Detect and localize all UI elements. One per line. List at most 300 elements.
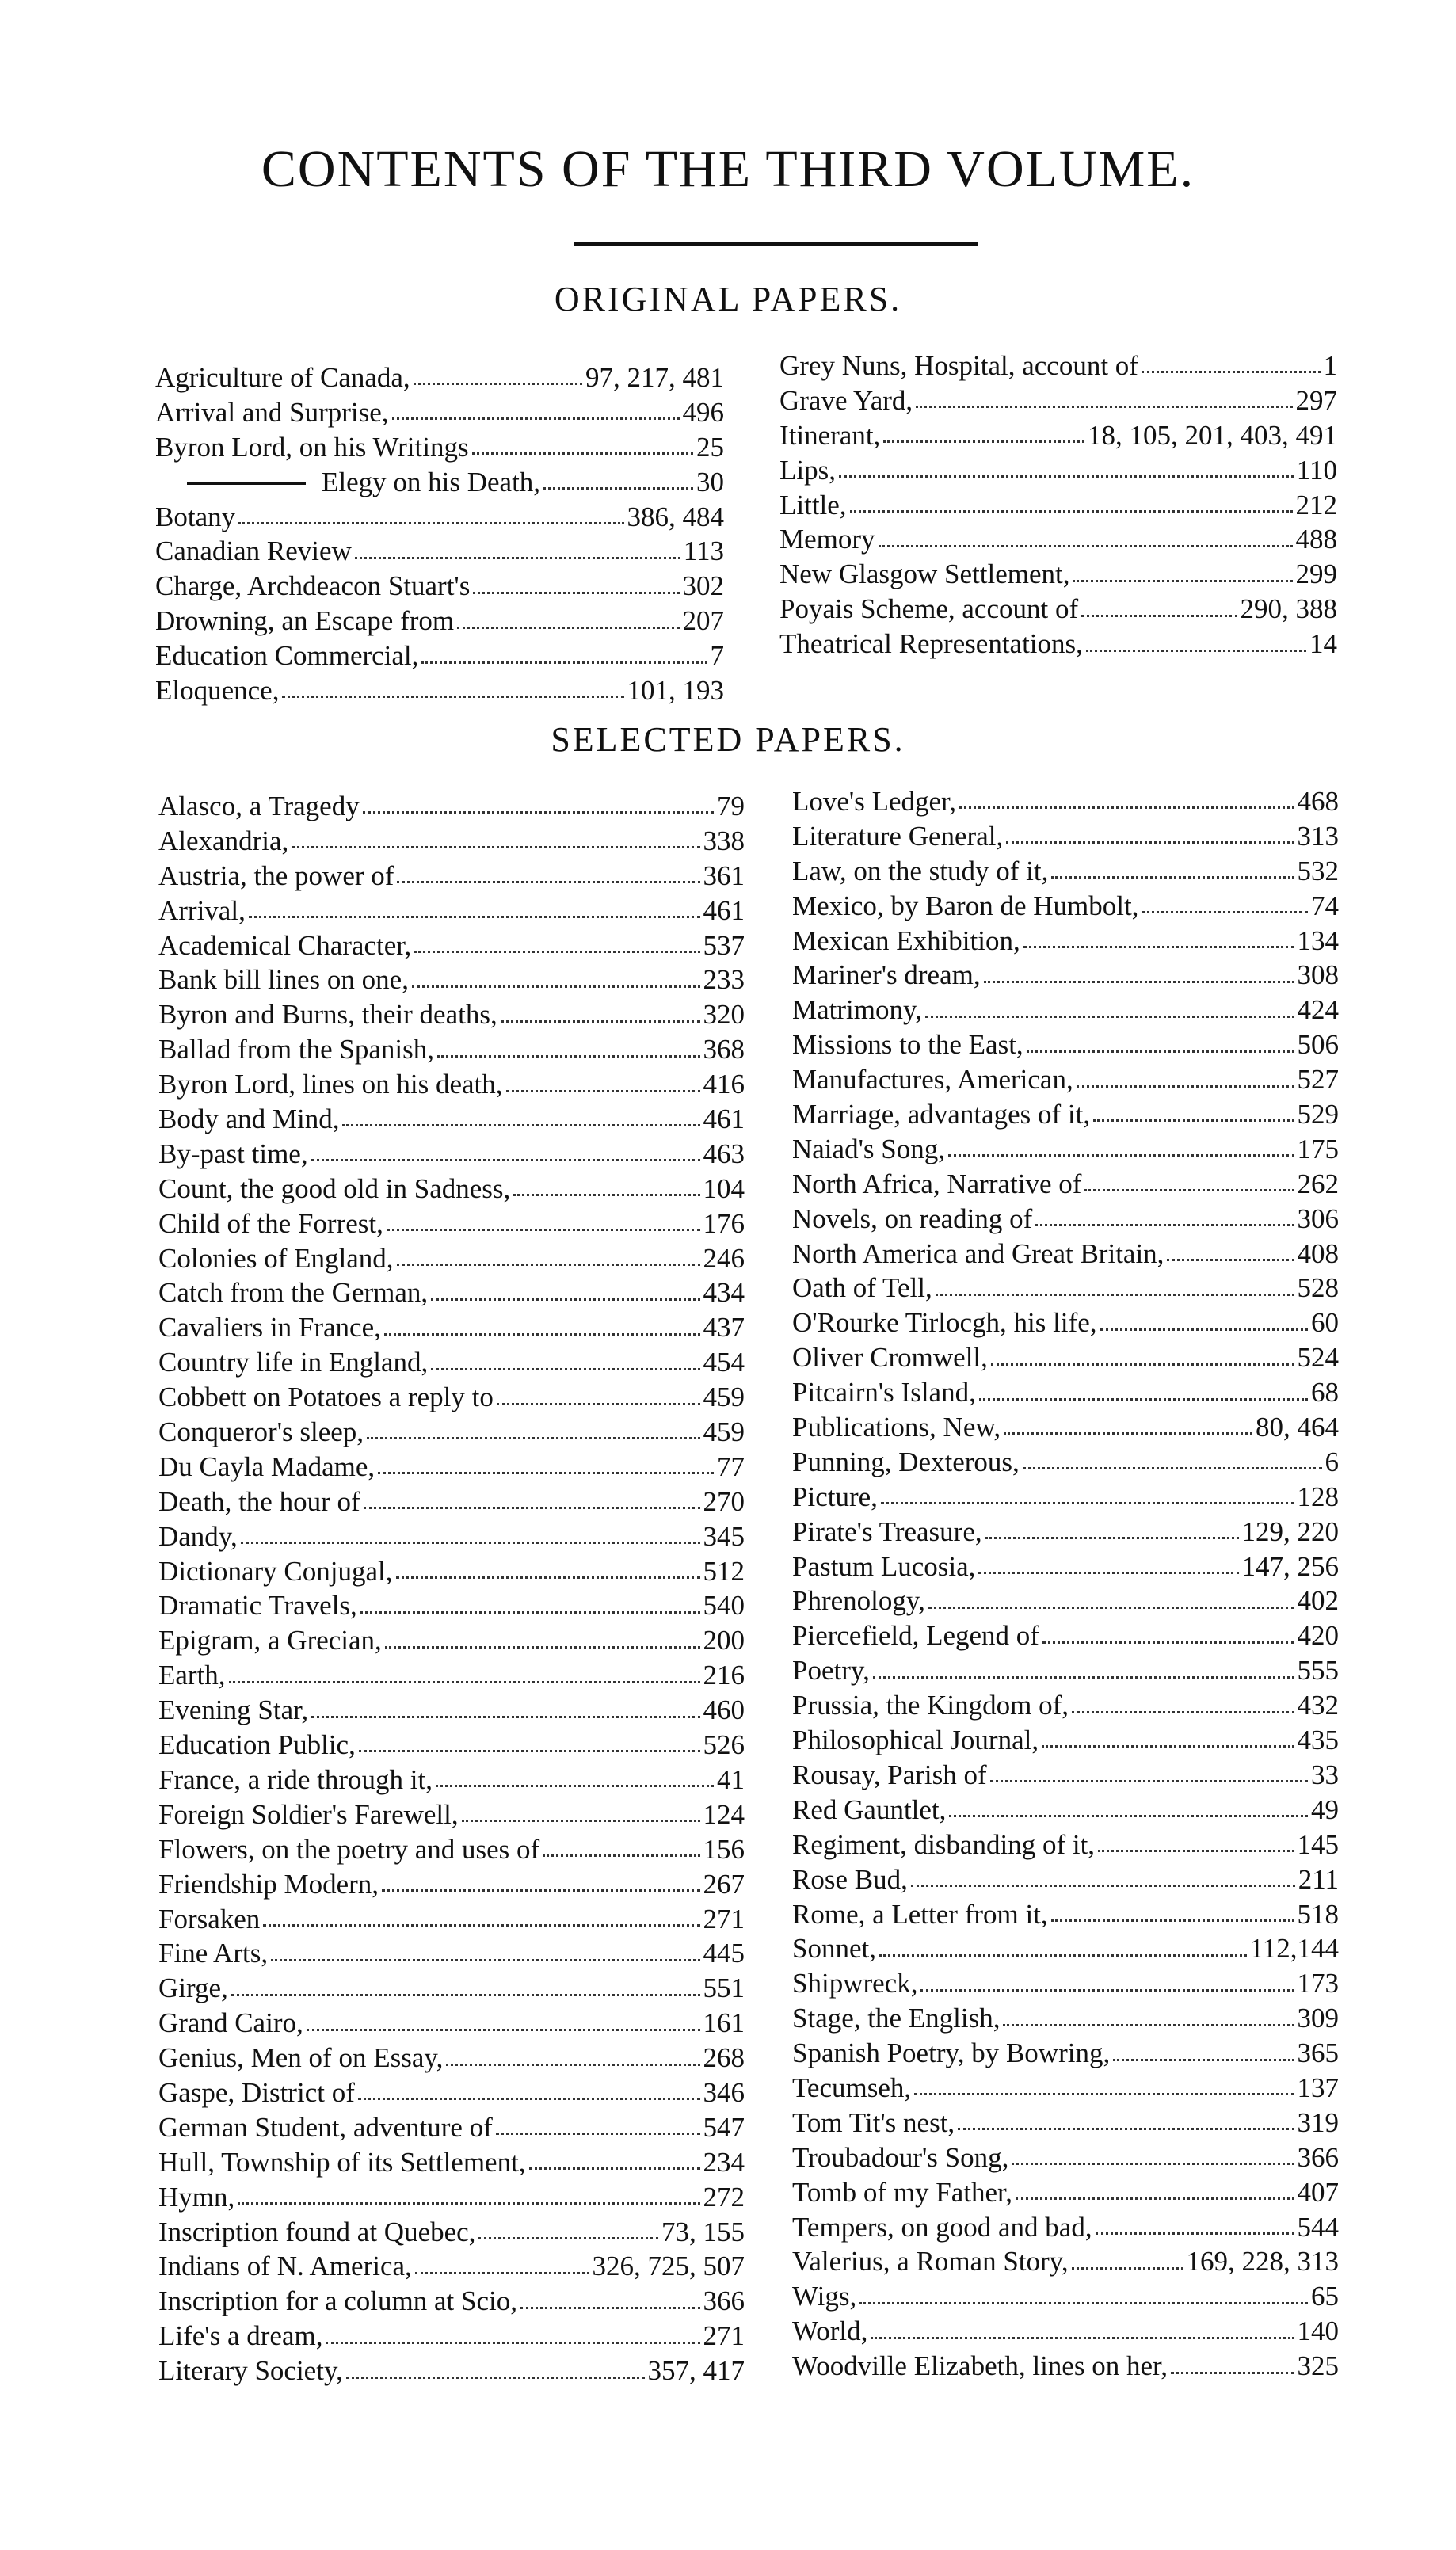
entry-title: Canadian Review (155, 536, 352, 567)
contents-entry (158, 2319, 745, 2354)
dot-leader (238, 522, 623, 524)
entry-pages: 140 (1297, 2316, 1339, 2347)
entry-pages: 212 (1295, 489, 1337, 520)
contents-entry (158, 2215, 745, 2250)
entry-pages: 124 (703, 1798, 745, 1830)
entry-pages: 408 (1297, 1237, 1339, 1269)
entry-title: Cobbett on Potatoes a reply to (158, 1382, 494, 1413)
entry-pages: 407 (1297, 2176, 1339, 2208)
entry-title: Dictionary Conjugal, (158, 1555, 393, 1587)
entry-title: Austria, the power of (158, 860, 394, 891)
original-papers-left-column (155, 360, 724, 708)
entry-pages: 463 (703, 1138, 745, 1169)
dot-leader (979, 1398, 1308, 1401)
entry-title: Troubadour's Song, (792, 2141, 1009, 2173)
contents-entry (792, 2175, 1339, 2210)
entry-pages: 434 (703, 1277, 745, 1309)
dot-leader (925, 1016, 1294, 1018)
entry-title: North America and Great Britain, (792, 1237, 1164, 1269)
entry-title: Drowning, an Escape from (155, 605, 455, 637)
contents-entry (792, 2106, 1339, 2140)
entry-title: Pitcairn's Island, (792, 1377, 976, 1408)
entry-title: Byron and Burns, their deaths, (158, 999, 497, 1031)
contents-entry (158, 1102, 745, 1137)
contents-entry (158, 962, 745, 997)
dot-leader (472, 452, 693, 455)
contents-entry (158, 1172, 745, 1206)
contents-entry (158, 859, 745, 894)
contents-entry (792, 1931, 1339, 1966)
contents-entry (792, 1584, 1339, 1618)
entry-title: Colonies of England, (158, 1242, 394, 1274)
dot-leader (1027, 1050, 1294, 1053)
contents-entry (779, 557, 1337, 592)
entry-pages: 526 (703, 1729, 745, 1761)
entry-pages: 200 (703, 1625, 745, 1656)
dot-leader (543, 1854, 699, 1857)
contents-entry (158, 1902, 745, 1937)
entry-title: Oath of Tell, (792, 1272, 932, 1304)
contents-entry (792, 2279, 1339, 2314)
entry-title: Novels, on reading of (792, 1203, 1033, 1234)
dot-leader (326, 2342, 699, 2344)
dot-leader (311, 1159, 700, 1161)
entry-pages: 345 (703, 1520, 745, 1552)
entry-title: Punning, Dexterous, (792, 1446, 1020, 1477)
contents-entry (779, 453, 1337, 488)
entry-pages: 357, 417 (647, 2355, 745, 2387)
entry-title: Shipwreck, (792, 1968, 918, 1999)
contents-entry (158, 1310, 745, 1345)
contents-entry (792, 2036, 1339, 2071)
entry-title: Tomb of my Father, (792, 2176, 1013, 2208)
dot-leader (415, 2272, 589, 2274)
contents-entry (158, 1450, 745, 1485)
dot-leader (1098, 1850, 1294, 1852)
entry-pages: 309 (1297, 2003, 1339, 2034)
entry-pages: 68 (1311, 1377, 1339, 1408)
dot-leader (1142, 371, 1321, 373)
entry-title: Epigram, a Grecian, (158, 1625, 382, 1656)
dot-leader (437, 1055, 699, 1058)
dot-leader (382, 1889, 699, 1892)
entry-pages: 437 (703, 1312, 745, 1344)
entry-pages: 432 (1297, 1690, 1339, 1721)
entry-title: Tempers, on good and bad, (792, 2211, 1092, 2243)
entry-pages: 113 (683, 536, 724, 567)
dot-leader (462, 1820, 700, 1822)
entry-title: Death, the hour of (158, 1485, 360, 1517)
entry-title: Theatrical Representations, (779, 628, 1083, 660)
entry-title: Phrenology, (792, 1585, 925, 1617)
entry-title: German Student, adventure of (158, 2111, 493, 2143)
entry-title: Gaspe, District of (158, 2076, 355, 2108)
contents-entry (779, 627, 1337, 661)
contents-entry (792, 2140, 1339, 2175)
dot-leader (392, 417, 680, 420)
contents-entry (792, 2001, 1339, 2036)
dot-leader (1171, 2372, 1294, 2374)
entry-title: Rousay, Parish of (792, 1759, 987, 1790)
entry-pages: 488 (1295, 524, 1337, 555)
contents-entry (779, 383, 1337, 418)
entry-pages: 137 (1297, 2072, 1339, 2103)
entry-title: Count, the good old in Sadness, (158, 1172, 511, 1204)
entry-pages: 306 (1297, 1203, 1339, 1234)
contents-entry (792, 1167, 1339, 1202)
dot-leader (311, 1716, 699, 1718)
entry-title: Philosophical Journal, (792, 1725, 1039, 1756)
contents-entry (155, 604, 724, 638)
contents-entry (792, 889, 1339, 924)
entry-title: Arrival and Surprise, (155, 396, 389, 428)
contents-entry (158, 2006, 745, 2041)
entry-title: O'Rourke Tirlocgh, his life, (792, 1307, 1097, 1339)
contents-entry (779, 418, 1337, 453)
contents-entry (792, 1445, 1339, 1480)
entry-title: Byron Lord, on his Writings (155, 431, 469, 463)
contents-entry (792, 1202, 1339, 1237)
dot-leader (378, 1472, 714, 1474)
entry-title: Little, (779, 489, 847, 520)
entry-pages: 512 (703, 1555, 745, 1587)
entry-title: Arrival, (158, 894, 246, 926)
contents-entry (792, 1653, 1339, 1688)
ditto-dash (187, 482, 306, 485)
entry-pages: 112,144 (1249, 1933, 1339, 1965)
entry-pages: 454 (703, 1347, 745, 1378)
entry-pages: 49 (1311, 1793, 1339, 1825)
dot-leader (263, 1924, 699, 1927)
entry-title: Publications, New, (792, 1412, 1001, 1443)
entry-title: Oliver Cromwell, (792, 1342, 988, 1374)
contents-entry (158, 1936, 745, 1971)
contents-entry (158, 1241, 745, 1276)
entry-title: Tecumseh, (792, 2072, 912, 2103)
dot-leader (543, 487, 693, 490)
entry-pages: 368 (703, 1034, 745, 1065)
entry-title: Charge, Archdeacon Stuart's (155, 570, 471, 602)
entry-title: Rome, a Letter from it, (792, 1898, 1048, 1930)
entry-pages: 97, 217, 481 (585, 362, 724, 393)
contents-entry (158, 1275, 745, 1310)
entry-title: Literary Society, (158, 2355, 343, 2387)
contents-entry (158, 2249, 745, 2284)
entry-title: Rose Bud, (792, 1863, 908, 1895)
entry-title: Picture, (792, 1481, 878, 1512)
entry-pages: 216 (703, 1660, 745, 1691)
entry-title: Foreign Soldier's Farewell, (158, 1798, 459, 1830)
entry-title: Alasco, a Tragedy (158, 791, 360, 821)
contents-entry (792, 1305, 1339, 1340)
entry-pages: 338 (703, 825, 745, 856)
dot-leader (363, 811, 714, 814)
dot-leader (385, 1646, 700, 1649)
entry-title: France, a ride through it, (158, 1763, 433, 1795)
contents-entry (792, 993, 1339, 1027)
entry-title: Bank bill lines on one, (158, 964, 409, 996)
entry-title: Friendship Modern, (158, 1868, 379, 1900)
entry-title: Grand Cairo, (158, 2007, 303, 2039)
contents-entry (792, 2210, 1339, 2245)
entry-title: Woodville Elizabeth, lines on her, (792, 2350, 1168, 2382)
dot-leader (282, 696, 623, 698)
entry-pages: 262 (1297, 1168, 1339, 1199)
dot-leader (1003, 2024, 1294, 2026)
entry-pages: 211 (1298, 1863, 1339, 1895)
entry-title: North Africa, Narrative of (792, 1168, 1082, 1199)
dot-leader (529, 2167, 700, 2170)
contents-entry (158, 2075, 745, 2110)
entry-title: Poetry, (792, 1655, 870, 1687)
contents-entry (792, 1410, 1339, 1445)
entry-title: By-past time, (158, 1138, 308, 1169)
contents-entry (792, 1897, 1339, 1932)
entry-pages: 320 (703, 999, 745, 1031)
entry-pages: 313 (1297, 820, 1339, 852)
contents-entry (792, 2349, 1339, 2384)
dot-leader (457, 627, 679, 629)
contents-entry (792, 1480, 1339, 1515)
entry-title: Inscription found at Quebec, (158, 2216, 476, 2247)
dot-leader (1084, 1189, 1294, 1191)
entry-title: Catch from the German, (158, 1277, 429, 1309)
entry-title: Fine Arts, (158, 1938, 269, 1969)
entry-pages: 233 (703, 964, 745, 996)
entry-title: Flowers, on the poetry and uses of (158, 1833, 540, 1865)
contents-entry (158, 1797, 745, 1832)
contents-entry (792, 1375, 1339, 1410)
entry-pages: 386, 484 (627, 501, 724, 532)
entry-pages: 299 (1295, 558, 1337, 590)
entry-pages: 60 (1311, 1307, 1339, 1339)
contents-entry (155, 534, 724, 569)
selected-papers-heading: SELECTED PAPERS. (551, 720, 905, 759)
dot-leader (360, 1611, 700, 1614)
entry-pages: 128 (1297, 1481, 1339, 1512)
entry-pages: 104 (703, 1172, 745, 1204)
contents-entry (158, 2180, 745, 2215)
entry-title: Matrimony, (792, 994, 922, 1026)
dot-leader (949, 1815, 1308, 1817)
original-papers-heading: ORIGINAL PAPERS. (554, 280, 902, 318)
entry-title: Conqueror's sleep, (158, 1416, 364, 1448)
entry-pages: 365 (1297, 2037, 1339, 2069)
contents-entry (158, 1485, 745, 1519)
dot-leader (928, 1607, 1294, 1609)
contents-entry (792, 784, 1339, 819)
dot-leader (881, 1502, 1294, 1504)
entry-pages: 459 (703, 1382, 745, 1413)
dot-leader (991, 1363, 1294, 1366)
entry-title: Dramatic Travels, (158, 1590, 357, 1622)
dot-leader (1093, 1119, 1294, 1122)
entry-title: Eloquence, (155, 675, 280, 707)
entry-title: Piercefield, Legend of (792, 1620, 1039, 1652)
contents-entry (779, 488, 1337, 523)
entry-pages: 6 (1325, 1446, 1339, 1477)
contents-entry (158, 1519, 745, 1554)
entry-pages: 147, 256 (1241, 1550, 1339, 1582)
contents-entry (155, 360, 724, 395)
entry-pages: 33 (1311, 1759, 1339, 1790)
entry-pages: 326, 725, 507 (592, 2251, 745, 2282)
entry-pages: 110 (1296, 454, 1337, 486)
entry-title: Itinerant, (779, 419, 881, 451)
dot-leader (948, 1154, 1294, 1157)
page-title: CONTENTS OF THE THIRD VOLUME. (261, 140, 1195, 198)
dot-leader (384, 1333, 700, 1336)
entry-pages: 74 (1311, 890, 1339, 921)
dot-leader (959, 806, 1294, 809)
entry-title: Ballad from the Spanish, (158, 1034, 435, 1065)
dot-leader (1042, 1641, 1294, 1644)
entry-pages: 528 (1297, 1272, 1339, 1304)
dot-leader (506, 1090, 700, 1092)
entry-pages: 529 (1297, 1099, 1339, 1130)
contents-entry (158, 1345, 745, 1380)
entry-title: Literature General, (792, 820, 1004, 852)
dot-leader (936, 1294, 1294, 1296)
dot-leader (850, 510, 1293, 513)
entry-title: Regiment, disbanding of it, (792, 1828, 1096, 1860)
entry-title: Cavaliers in France, (158, 1312, 381, 1344)
dot-leader (473, 592, 679, 594)
contents-entry (158, 2145, 745, 2180)
entry-title: Country life in England, (158, 1347, 429, 1378)
dot-leader (414, 383, 582, 385)
entry-pages: 18, 105, 201, 403, 491 (1088, 419, 1337, 451)
contents-entry (158, 789, 745, 824)
entry-title: Dandy, (158, 1520, 238, 1552)
contents-entry (792, 1237, 1339, 1271)
entry-pages: 156 (703, 1833, 745, 1865)
dot-leader (883, 440, 1084, 443)
entry-title: Indians of N. America, (158, 2251, 412, 2282)
entry-pages: 532 (1297, 855, 1339, 886)
dot-leader (446, 2064, 699, 2066)
dot-leader (1016, 2197, 1294, 2200)
entry-pages: 308 (1297, 959, 1339, 991)
contents-entry (792, 2071, 1339, 2106)
dot-leader (1073, 580, 1292, 582)
dot-leader (520, 2307, 700, 2309)
entry-pages: 1 (1323, 350, 1337, 381)
contents-entry (792, 1618, 1339, 1653)
contents-entry (792, 854, 1339, 889)
entry-pages: 79 (717, 791, 745, 821)
entry-pages: 30 (696, 466, 724, 497)
contents-entry (158, 1588, 745, 1623)
entry-pages: 416 (703, 1069, 745, 1100)
entry-title: Love's Ledger, (792, 786, 957, 817)
dot-leader (985, 1537, 1239, 1539)
dot-leader (1012, 2163, 1294, 2165)
entry-title: Genius, Men of on Essay, (158, 2042, 444, 2074)
entry-title: Evening Star, (158, 1694, 309, 1726)
contents-entry (779, 349, 1337, 383)
entry-title: Pirate's Treasure, (792, 1515, 982, 1547)
contents-entry (158, 1206, 745, 1241)
contents-entry (158, 1067, 745, 1102)
contents-entry (792, 2314, 1339, 2349)
entry-title: Body and Mind, (158, 1103, 340, 1135)
entry-pages: 496 (682, 396, 724, 428)
contents-entry (155, 465, 724, 500)
contents-entry (158, 1380, 745, 1415)
dot-leader (501, 1020, 700, 1023)
entry-title: Mexico, by Baron de Humbolt, (792, 890, 1139, 921)
dot-leader (1081, 615, 1237, 617)
dot-leader (358, 2098, 700, 2100)
entry-title: Missions to the East, (792, 1029, 1023, 1061)
entry-title: Naiad's Song, (792, 1133, 945, 1164)
contents-entry (792, 1828, 1339, 1862)
entry-title: World, (792, 2316, 868, 2347)
dot-leader (1004, 1432, 1252, 1435)
entry-pages: 77 (717, 1450, 745, 1482)
entry-pages: 555 (1297, 1655, 1339, 1687)
dot-leader (414, 951, 699, 953)
entry-title: Life's a dream, (158, 2320, 323, 2352)
contents-entry (158, 1137, 745, 1172)
entry-title: Lips, (779, 454, 836, 486)
entry-title: Botany (155, 501, 236, 532)
entry-title: Du Cayla Madame, (158, 1450, 375, 1482)
dot-leader (238, 2202, 699, 2205)
dot-leader (1023, 1467, 1322, 1469)
dot-leader (1042, 1745, 1294, 1748)
dot-leader (871, 2337, 1294, 2339)
contents-entry (779, 592, 1337, 627)
entry-pages: 176 (703, 1207, 745, 1239)
dot-leader (1051, 1919, 1294, 1922)
entry-title: Girge, (158, 1973, 228, 2004)
contents-entry (158, 1623, 745, 1658)
entry-pages: 461 (703, 894, 745, 926)
entry-pages: 65 (1311, 2281, 1339, 2312)
contents-entry (158, 824, 745, 859)
entry-title: Byron Lord, lines on his death, (158, 1069, 503, 1100)
contents-entry (792, 1515, 1339, 1549)
entry-title: Earth, (158, 1660, 226, 1691)
dot-leader (229, 1681, 700, 1683)
dot-leader (249, 916, 700, 918)
entry-title: Academical Character, (158, 929, 412, 961)
dot-leader (1051, 876, 1294, 879)
dot-leader (231, 1994, 700, 1996)
contents-entry (158, 1658, 745, 1693)
entry-pages: 537 (703, 929, 745, 961)
contents-entry (158, 1971, 745, 2006)
dot-leader (1100, 1328, 1308, 1331)
entry-pages: 7 (710, 640, 724, 672)
entry-pages: 270 (703, 1485, 745, 1517)
contents-entry (792, 1027, 1339, 1062)
dot-leader (431, 1368, 699, 1370)
entry-pages: 271 (703, 2320, 745, 2352)
entry-pages: 145 (1297, 1828, 1339, 1860)
dot-leader (478, 2237, 658, 2239)
entry-pages: 14 (1309, 628, 1337, 660)
entry-pages: 267 (703, 1868, 745, 1900)
dot-leader (367, 1437, 699, 1439)
entry-title: Alexandria, (158, 825, 289, 856)
entry-pages: 161 (703, 2007, 745, 2039)
dot-leader (513, 1194, 699, 1196)
dot-leader (387, 1229, 700, 1231)
entry-title: Education Commercial, (155, 640, 419, 672)
